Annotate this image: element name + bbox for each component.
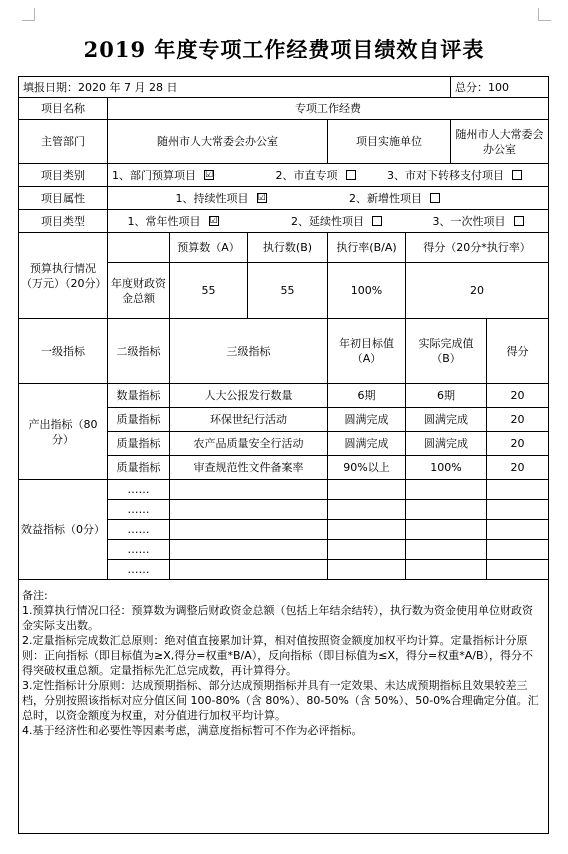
type-option: 3、一次性项目 xyxy=(432,214,506,228)
output-level2: 质量指标 xyxy=(108,408,170,432)
benefit-level2: …… xyxy=(108,520,170,540)
budget-row-label: 年度财政资金总额 xyxy=(108,263,170,319)
category-option: 2、市直专项 xyxy=(275,168,338,182)
type-label: 项目类型 xyxy=(19,210,108,233)
indicator-header: 一级指标 xyxy=(19,319,108,384)
project-name-value: 专项工作经费 xyxy=(108,98,549,120)
category-label: 项目类别 xyxy=(19,164,108,187)
budget-value: 20 xyxy=(406,263,549,319)
budget-value: 100% xyxy=(328,263,406,319)
indicator-header: 年初目标值（A） xyxy=(328,319,406,384)
output-level2: 数量指标 xyxy=(108,384,170,408)
output-actual: 6期 xyxy=(406,384,487,408)
output-target: 90%以上 xyxy=(328,456,406,480)
budget-header: 执行数(B) xyxy=(248,233,328,263)
benefit-level2: …… xyxy=(108,500,170,520)
category-option: 3、市对下转移支付项目 xyxy=(387,168,504,182)
output-target: 圆满完成 xyxy=(328,408,406,432)
budget-header: 得分（20分*执行率） xyxy=(406,233,549,263)
output-level2: 质量指标 xyxy=(108,456,170,480)
budget-header: 执行率(B/A) xyxy=(328,233,406,263)
output-level3: 审查规范性文件备案率 xyxy=(170,456,328,480)
indicator-header: 实际完成值（B） xyxy=(406,319,487,384)
output-actual: 圆满完成 xyxy=(406,432,487,456)
note-item: 4.基于经济性和必要性等因素考虑，满意度指标暂可不作为必评指标。 xyxy=(22,724,363,737)
header-row xyxy=(19,77,549,98)
output-level3: 人大公报发行数量 xyxy=(170,384,328,408)
output-actual: 圆满完成 xyxy=(406,408,487,432)
type-option: 1、常年性项目 xyxy=(127,214,201,228)
indicator-header: 二级指标 xyxy=(108,319,170,384)
checkbox[interactable] xyxy=(514,216,524,226)
checkbox[interactable] xyxy=(346,170,356,180)
attribute-label: 项目属性 xyxy=(19,187,108,210)
evaluation-table xyxy=(18,76,549,834)
benefit-level2: …… xyxy=(108,480,170,500)
attribute-option: 1、持续性项目 xyxy=(175,191,249,205)
dept-value: 随州市人大常委会办公室 xyxy=(108,120,328,164)
note-item: 1.预算执行情况口径：预算数为调整后财政资金总额（包括上年结余结转），执行数为资金使用单位财政资金实际支出数。 xyxy=(22,604,533,632)
output-score: 20 xyxy=(487,384,549,408)
checkbox[interactable] xyxy=(512,170,522,180)
note-item: 3.定性指标计分原则：达成预期指标、部分达成预期指标并具有一定效果、未达成预期指标且效果较差三档，分别按照该指标对应分值区间 100-80%（含 80%）、80-50%（含 50%）、50-0%合理确定分值。汇总时，以资金额度为权重，对分值进行加权平均计算。 xyxy=(22,679,539,722)
output-level3: 农产品质量安全行活动 xyxy=(170,432,328,456)
budget-value: 55 xyxy=(248,263,328,319)
checkbox-checked[interactable]: ☑ xyxy=(257,192,266,203)
budget-corner xyxy=(108,233,170,263)
category-option: 1、部门预算项目 xyxy=(112,168,196,182)
project-name-label: 项目名称 xyxy=(19,98,108,120)
checkbox-checked[interactable]: ☑ xyxy=(209,215,218,226)
notes-title: 备注: xyxy=(22,589,48,602)
output-level2: 质量指标 xyxy=(108,432,170,456)
budget-header: 预算数（A） xyxy=(170,233,248,263)
checkbox-checked[interactable]: ☑ xyxy=(205,169,214,180)
type-option: 2、延续性项目 xyxy=(291,214,364,228)
fill-date: 填报日期：2020 年 7 月 28 日 xyxy=(19,77,451,98)
benefit-indicator-label: 效益指标（0分） xyxy=(19,480,108,580)
note-item: 2.定量指标完成数汇总原则：绝对值直接累加计算，相对值按照资金额度加权平均计算。定量指标计分原则：正向指标（即目标值为≥X,得分=权重*B/A），反向指标（即目标值为≤X，得分=权重*A/B），得分不得突破权重总额。定量指标先汇总完成数，再计算得分。 xyxy=(22,634,533,677)
total-score: 总分：100 xyxy=(451,77,549,98)
output-target: 6期 xyxy=(328,384,406,408)
output-actual: 100% xyxy=(406,456,487,480)
notes-section xyxy=(19,580,549,834)
output-target: 圆满完成 xyxy=(328,432,406,456)
output-indicator-label: 产出指标（80分） xyxy=(19,384,108,480)
output-score: 20 xyxy=(487,408,549,432)
checkbox[interactable] xyxy=(372,216,382,226)
checkbox[interactable] xyxy=(430,193,440,203)
impl-unit-value: 随州市人大常委会办公室 xyxy=(451,120,549,164)
impl-unit-label: 项目实施单位 xyxy=(328,120,451,164)
page-corner-mark xyxy=(22,8,35,21)
attribute-options xyxy=(108,187,549,210)
benefit-level2: …… xyxy=(108,540,170,560)
indicator-header: 三级指标 xyxy=(170,319,328,384)
budget-label: 预算执行情况（万元）（20分） xyxy=(19,233,108,319)
type-options xyxy=(108,210,549,233)
output-level3: 环保世纪行活动 xyxy=(170,408,328,432)
page-corner-mark xyxy=(538,8,551,21)
dept-label: 主管部门 xyxy=(19,120,108,164)
output-score: 20 xyxy=(487,456,549,480)
attribute-option: 2、新增性项目 xyxy=(349,191,422,205)
output-score: 20 xyxy=(487,432,549,456)
indicator-header: 得分 xyxy=(487,319,549,384)
page-title: 2019 年度专项工作经费项目绩效自评表 xyxy=(83,37,485,62)
budget-value: 55 xyxy=(170,263,248,319)
benefit-level2: …… xyxy=(108,560,170,580)
category-options xyxy=(108,164,549,187)
